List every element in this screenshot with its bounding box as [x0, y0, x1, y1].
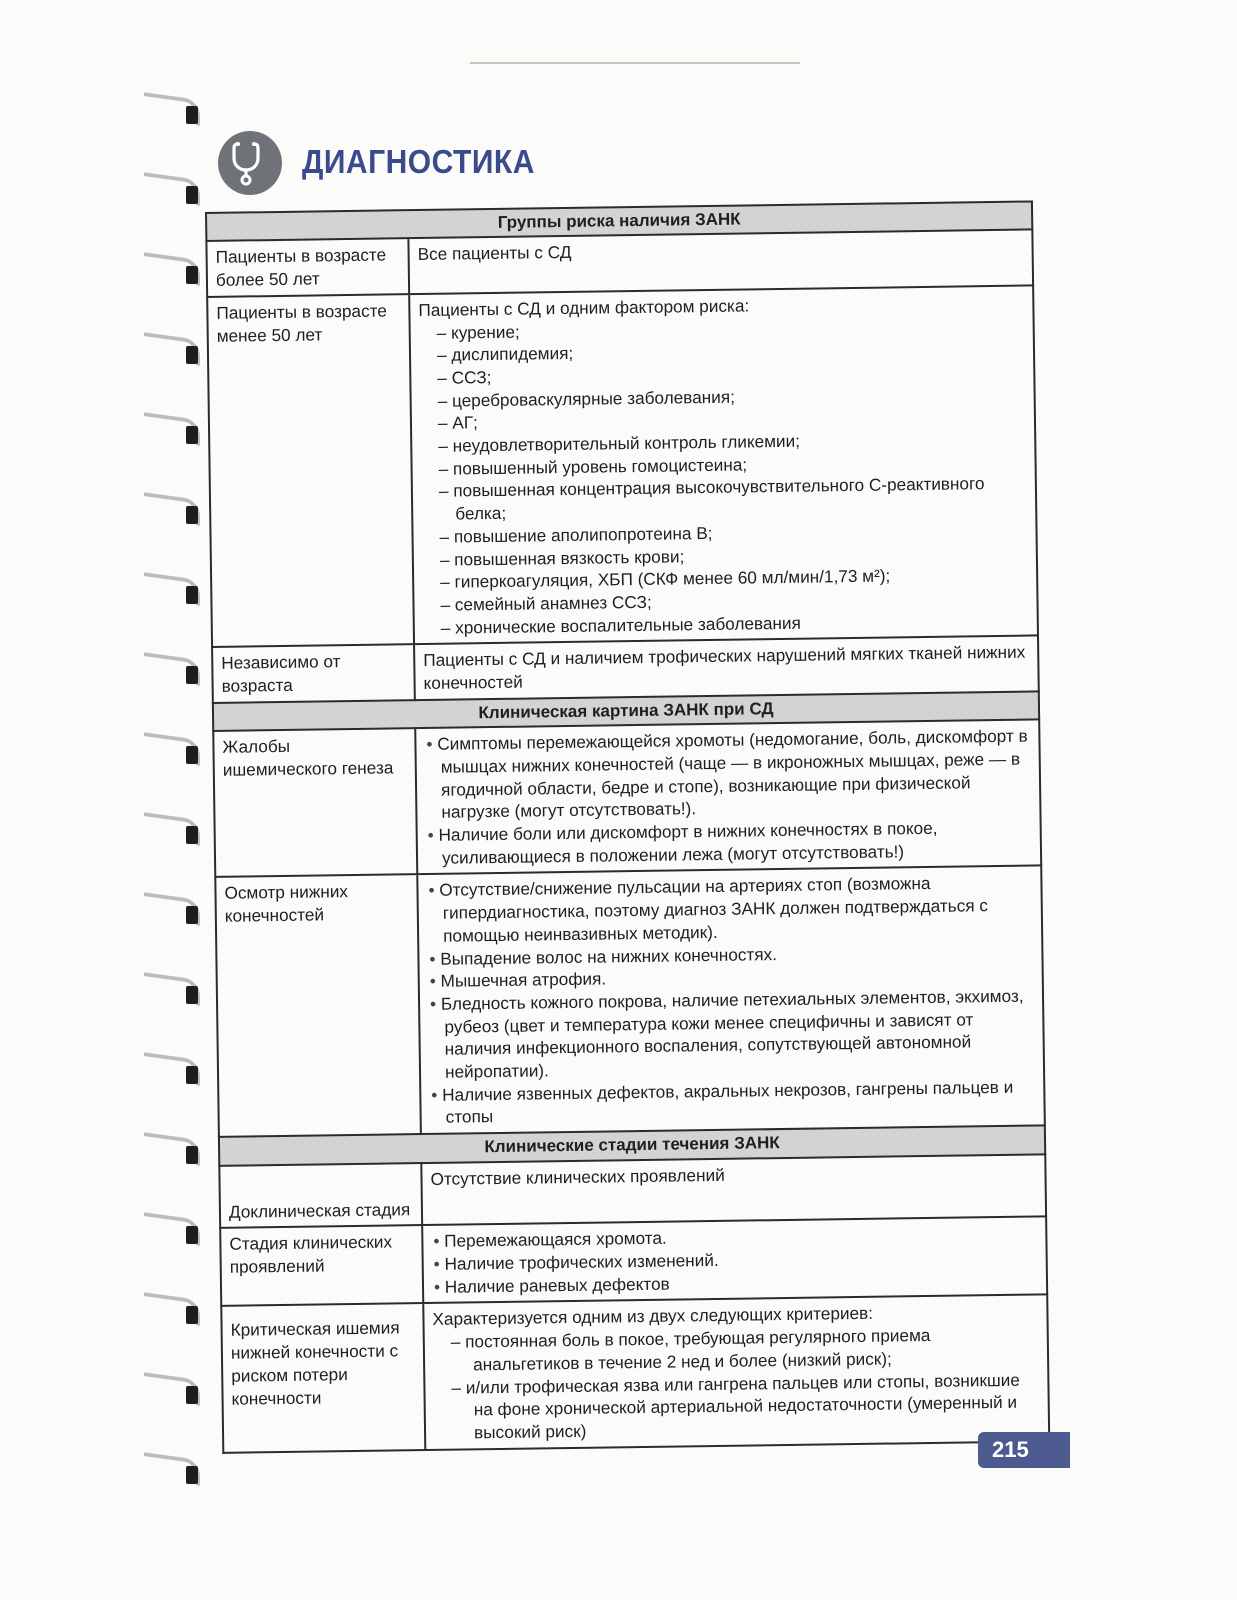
diagnostics-table — [205, 200, 1050, 1453]
binding-ring — [140, 810, 204, 848]
binding-ring — [140, 490, 204, 528]
binding-ring — [140, 1370, 204, 1408]
table-row — [220, 1217, 1047, 1307]
list-item: • Бледность кожного покрова, наличие петехиальных элементов, экхимоз, рубеоз (цвет и температура кожи менее специфичны и зависят от наличия инфекционного воспаления, сопутствующей автономной нейропатии). — [428, 984, 1035, 1083]
risk-factor-list — [419, 313, 1029, 639]
stage-list — [431, 1222, 1038, 1299]
binding-ring — [140, 330, 204, 368]
binding-ring — [140, 570, 204, 608]
list-item: • Наличие раневых дефектов — [432, 1267, 1038, 1298]
spiral-binding — [140, 90, 210, 1550]
row-content — [417, 866, 1045, 1134]
top-rule — [470, 62, 800, 64]
binding-ring — [140, 1290, 204, 1328]
row-label: Критическая ишемия нижней конечности с риском потери конечности — [221, 1303, 425, 1452]
binding-ring — [140, 730, 204, 768]
list-item: – гиперкоагуляция, ХБП (СКФ менее 60 мл/мин/1,73 м²); — [422, 563, 1028, 594]
table-row — [207, 285, 1038, 647]
list-item: • Наличие язвенных дефектов, акральных некрозов, гангрены пальцев и стопы — [429, 1075, 1036, 1129]
binding-ring — [140, 250, 204, 288]
row-label: Доклиническая стадия — [219, 1163, 422, 1229]
row-label: Пациенты в возрасте менее 50 лет — [207, 294, 414, 647]
list-item: – постоянная боль в покое, требующая регулярного приема анальгетиков в течение 2 нед и более (низкий риск); — [433, 1323, 1040, 1377]
binding-ring — [140, 1130, 204, 1168]
row-text: Отсутствие клинических проявлений — [421, 1154, 1046, 1225]
exam-findings-list — [426, 871, 1035, 1129]
row-label: Стадия клинических проявлений — [220, 1225, 423, 1306]
table-row — [215, 866, 1045, 1137]
stethoscope-icon — [218, 131, 282, 195]
list-item: – семейный анамнез ССЗ; — [422, 586, 1028, 617]
row-label: Осмотр нижних конечностей — [215, 875, 421, 1138]
list-item: • Наличие боли или дискомфорт в нижних конечностях в покое, усиливающиеся в положении лежа (могут отсутствовать!) — [426, 816, 1033, 870]
binding-ring — [140, 650, 204, 688]
list-item: – АГ; — [420, 404, 1026, 435]
binding-ring — [140, 1210, 204, 1248]
list-item: • Перемежающаяся хромота. — [431, 1222, 1037, 1253]
list-item: – повышение аполипопротеина В; — [421, 517, 1027, 548]
list-item: – дислипидемия; — [419, 336, 1025, 367]
list-item: – повышенная вязкость крови; — [422, 540, 1028, 571]
list-item: – неудовлетворительный контроль гликемии; — [420, 427, 1026, 458]
list-item: • Наличие трофических изменений. — [432, 1245, 1038, 1276]
row-label: Независимо от возраста — [212, 645, 415, 703]
list-item: – повышенный уровень гомоцистеина; — [420, 449, 1026, 480]
row-label: Жалобы ишемического генеза — [213, 728, 417, 877]
list-item: – цереброваскулярные заболевания; — [420, 381, 1026, 412]
list-item: – хронические воспалительные заболевания — [423, 608, 1029, 639]
table-row — [219, 1154, 1046, 1228]
table-row — [213, 720, 1041, 878]
row-text: Все пациенты с СД — [408, 230, 1033, 294]
row-content — [422, 1217, 1047, 1304]
list-item: – повышенная концентрация высокочувствительного С-реактивного белка; — [421, 472, 1028, 526]
binding-ring — [140, 170, 204, 208]
section-title: Клинические стадии течения ЗАНК — [219, 1126, 1045, 1166]
binding-ring — [140, 410, 204, 448]
section-title: Клиническая картина ЗАНК при СД — [213, 691, 1039, 731]
binding-ring — [140, 90, 204, 128]
page-number: 215 — [978, 1432, 1070, 1468]
table-row — [221, 1295, 1049, 1453]
row-content — [423, 1295, 1049, 1450]
row-intro: Характеризуется одним из двух следующих критериев: — [432, 1303, 874, 1330]
page-title: ДИАГНОСТИКА — [302, 144, 535, 181]
list-item: • Отсутствие/снижение пульсации на артериях стоп (возможна гипердиагностика, поэтому диагноз ЗАНК должен подтверждаться с помощью неинвазивных методик). — [426, 871, 1033, 948]
list-item: • Симптомы перемежающейся хромоты (недомогание, боль, дискомфорт в мышцах нижних конечностей (чаще — в икроножных мышцах, реже — в ягодичной области, бедре и стопе), возникающие при физической нагрузке (могут отсутствовать!). — [424, 725, 1031, 824]
row-intro: Пациенты с СД и одним фактором риска: — [418, 295, 750, 320]
list-item: – и/или трофическая язва или гангрена пальцев или стопы, возникшие на фоне хронической артериальной недостаточности (умеренный и высокий риск) — [433, 1368, 1040, 1445]
list-item: – курение; — [419, 313, 1025, 344]
list-item: • Выпадение волос на нижних конечностях. — [427, 939, 1033, 970]
section-title: Группы риска наличия ЗАНК — [206, 201, 1032, 241]
list-item: – ССЗ; — [419, 359, 1025, 390]
binding-ring — [140, 890, 204, 928]
list-item: • Мышечная атрофия. — [428, 962, 1034, 993]
symptom-list — [424, 725, 1032, 870]
row-label: Пациенты в возрасте более 50 лет — [206, 239, 409, 297]
criteria-list — [433, 1323, 1041, 1445]
row-content — [415, 720, 1041, 875]
binding-ring — [140, 1050, 204, 1088]
binding-ring — [140, 1450, 204, 1488]
section-header — [218, 128, 618, 198]
row-content — [409, 285, 1038, 644]
row-text: Пациенты с СД и наличием трофических нарушений мягких тканей нижних конечностей — [414, 636, 1039, 700]
binding-ring — [140, 970, 204, 1008]
